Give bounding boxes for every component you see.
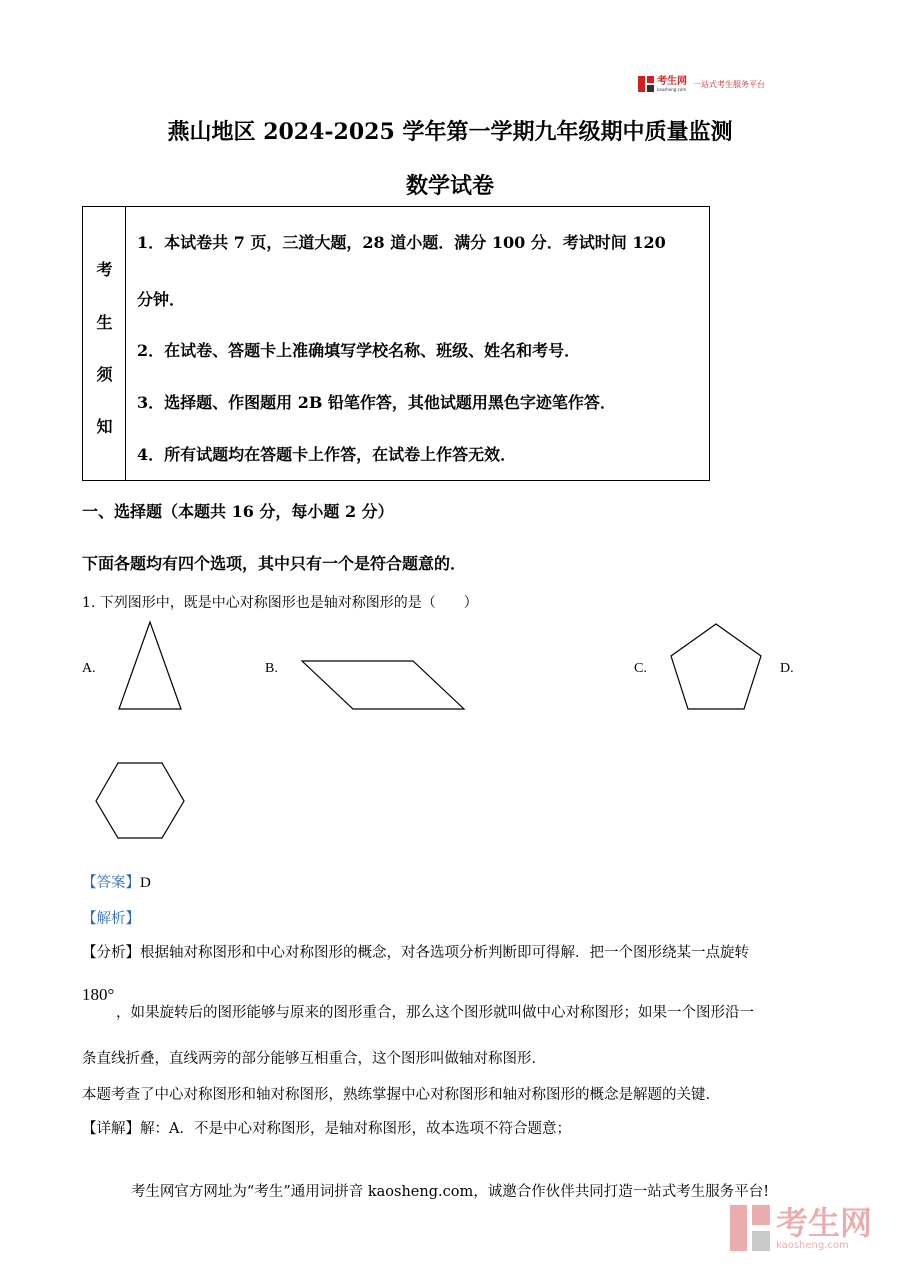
answer-tag: 【答案】 — [82, 875, 140, 891]
watermark — [730, 1205, 872, 1251]
notice-line: 2．在试卷、答题卡上准确填写学校名称、班级、姓名和考号． — [137, 341, 581, 360]
analysis-line: 本题考查了中心对称图形和轴对称图形，熟练掌握中心对称图形和轴对称图形的概念是解题的关键． — [82, 1087, 720, 1103]
notice-side-char: 知 — [96, 417, 113, 436]
option-b-label: B. — [265, 661, 278, 676]
section-heading: 一、选择题（本题共 16 分，每小题 2 分） — [82, 502, 394, 521]
notice-side-label — [83, 207, 126, 480]
analysis-line: 【分析】根据轴对称图形和中心对称图形的概念，对各选项分析判断即可得解．把一个图形绕某一点旋转 — [82, 945, 749, 961]
logo-name: 考生网 — [657, 75, 687, 87]
notice-line: 3．选择题、作图题用 2B 铅笔作答，其他试题用黑色字迹笔作答． — [137, 393, 616, 412]
kaosheng-logo-icon — [638, 76, 654, 92]
section-instruction: 下面各题均有四个选项，其中只有一个是符合题意的． — [82, 554, 467, 573]
watermark-name: 考生网 — [775, 1203, 872, 1242]
notice-line: 4．所有试题均在答题卡上作答，在试卷上作答无效． — [137, 445, 517, 464]
question-stem: 1. 下列图形中，既是中心对称图形也是轴对称图形的是（ ） — [82, 595, 478, 611]
page-title: 燕山地区 2024-2025 学年第一学期九年级期中质量监测 — [167, 119, 733, 145]
option-c-pentagon-figure — [666, 621, 766, 713]
answer-value: D — [140, 875, 151, 891]
notice-line: 1．本试卷共 7 页，三道大题，28 道小题．满分 100 分．考试时间 120 — [137, 233, 666, 252]
analysis-line: ，如果旋转后的图形能够与原来的图形重合，那么这个图形就叫做中心对称图形；如果一个图形沿一 — [116, 1005, 754, 1021]
option-c-label: C. — [634, 661, 647, 676]
logo-slogan: 一站式考生服务平台 — [693, 79, 765, 89]
option-d-label: D. — [780, 661, 794, 676]
analysis-line: 条直线折叠，直线两旁的部分能够互相重合，这个图形叫做轴对称图形． — [82, 1051, 546, 1067]
notice-side-char: 生 — [96, 313, 113, 332]
notice-side-char: 考 — [96, 260, 113, 279]
notice-side-char: 须 — [96, 365, 113, 384]
analysis-degree: 180° — [82, 985, 115, 1004]
notice-line: 分钟． — [137, 290, 186, 309]
watermark-domain: kaosheng.com — [775, 1239, 849, 1251]
analysis-tag: 【解析】 — [82, 911, 140, 927]
option-a-label: A. — [82, 661, 96, 676]
analysis-line: 【详解】解：A．不是中心对称图形，是轴对称图形，故本选项不符合题意； — [82, 1121, 571, 1137]
option-d-hexagon-figure — [92, 760, 188, 842]
logo-domain: kaosheng.com — [657, 86, 687, 92]
footer-text: 考生网官方网址为“考生”通用词拼音 kaosheng.com，诚邀合作伙伴共同打造一站式考生服务平台! — [130, 1184, 770, 1200]
notice-box — [82, 206, 710, 481]
option-b-parallelogram-figure — [298, 657, 468, 713]
page-subtitle: 数学试卷 — [405, 173, 494, 199]
answer-row — [82, 871, 151, 892]
watermark-logo-icon — [730, 1205, 770, 1251]
option-a-triangle-figure — [115, 618, 185, 713]
header-logo — [638, 74, 765, 94]
